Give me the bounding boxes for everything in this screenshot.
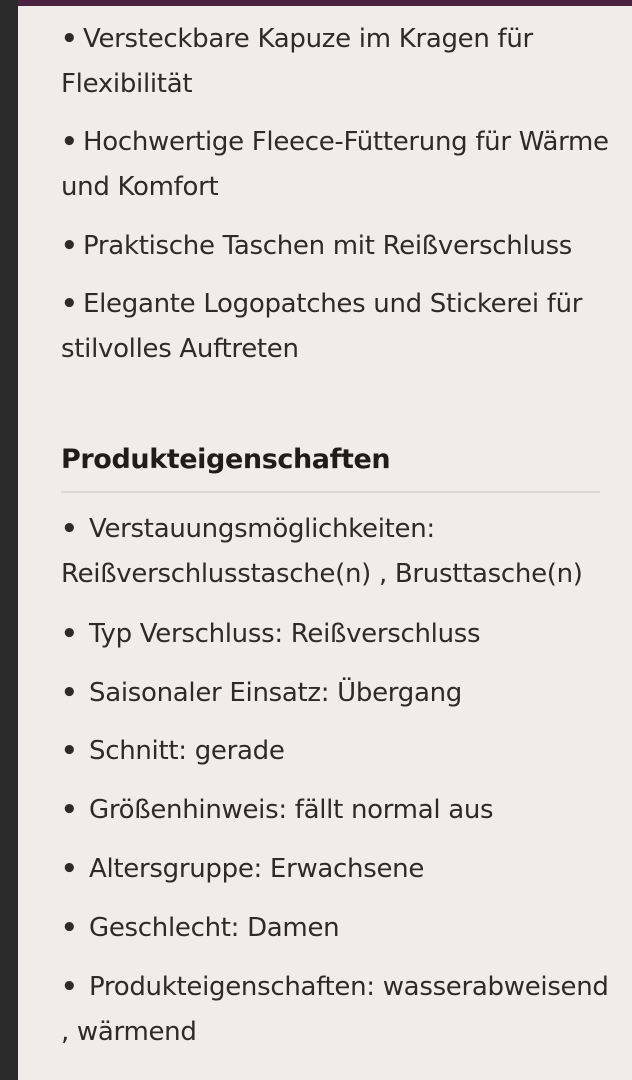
header-bar-edge: [18, 0, 632, 6]
property-text: Schnitt: gerade: [89, 736, 285, 766]
bullet-icon: •: [61, 127, 78, 157]
property-item: [61, 847, 613, 892]
property-text: Produkteigenschaften: wasserabweisend , wärmend: [61, 972, 609, 1047]
bullet-icon: •: [61, 678, 78, 708]
feature-text: Hochwertige Fleece-Fütterung für Wärme und Komfort: [61, 127, 609, 202]
section-heading-product-properties: Produkteigenschaften: [61, 444, 391, 475]
property-text: Geschlecht: Damen: [89, 913, 340, 943]
property-text: Altersgruppe: Erwachsene: [89, 854, 425, 884]
bullet-icon: •: [61, 972, 78, 1002]
feature-item: [61, 17, 613, 107]
bullet-icon: •: [61, 231, 78, 261]
bullet-icon: •: [61, 24, 78, 54]
bullet-icon: •: [61, 913, 78, 943]
bullet-icon: •: [61, 795, 78, 825]
bullet-icon: •: [61, 619, 78, 649]
property-item: [61, 906, 613, 951]
property-text: Verstauungsmöglichkeiten: Reißverschlusstasche(n) , Brusttasche(n): [61, 514, 583, 589]
bullet-icon: •: [61, 514, 78, 544]
property-text: Typ Verschluss: Reißverschluss: [89, 619, 481, 649]
feature-item: [61, 120, 613, 210]
section-divider: [61, 491, 600, 493]
feature-text: Praktische Taschen mit Reißverschluss: [83, 231, 573, 261]
property-text: Größenhinweis: fällt normal aus: [89, 795, 494, 825]
property-item: [61, 671, 613, 716]
property-text: Saisonaler Einsatz: Übergang: [89, 678, 462, 708]
bullet-icon: •: [61, 736, 78, 766]
feature-item: [61, 224, 613, 269]
feature-text: Versteckbare Kapuze im Kragen für Flexibilität: [61, 24, 533, 99]
product-details-panel: [18, 0, 632, 1080]
bullet-icon: •: [61, 289, 78, 319]
property-item: [61, 965, 613, 1055]
property-item: [61, 507, 613, 597]
feature-text: Elegante Logopatches und Stickerei für stilvolles Auftreten: [61, 289, 583, 364]
bullet-icon: •: [61, 854, 78, 884]
feature-item: [61, 282, 613, 372]
property-item: [61, 788, 613, 833]
property-item: [61, 612, 613, 657]
property-item: [61, 729, 613, 774]
